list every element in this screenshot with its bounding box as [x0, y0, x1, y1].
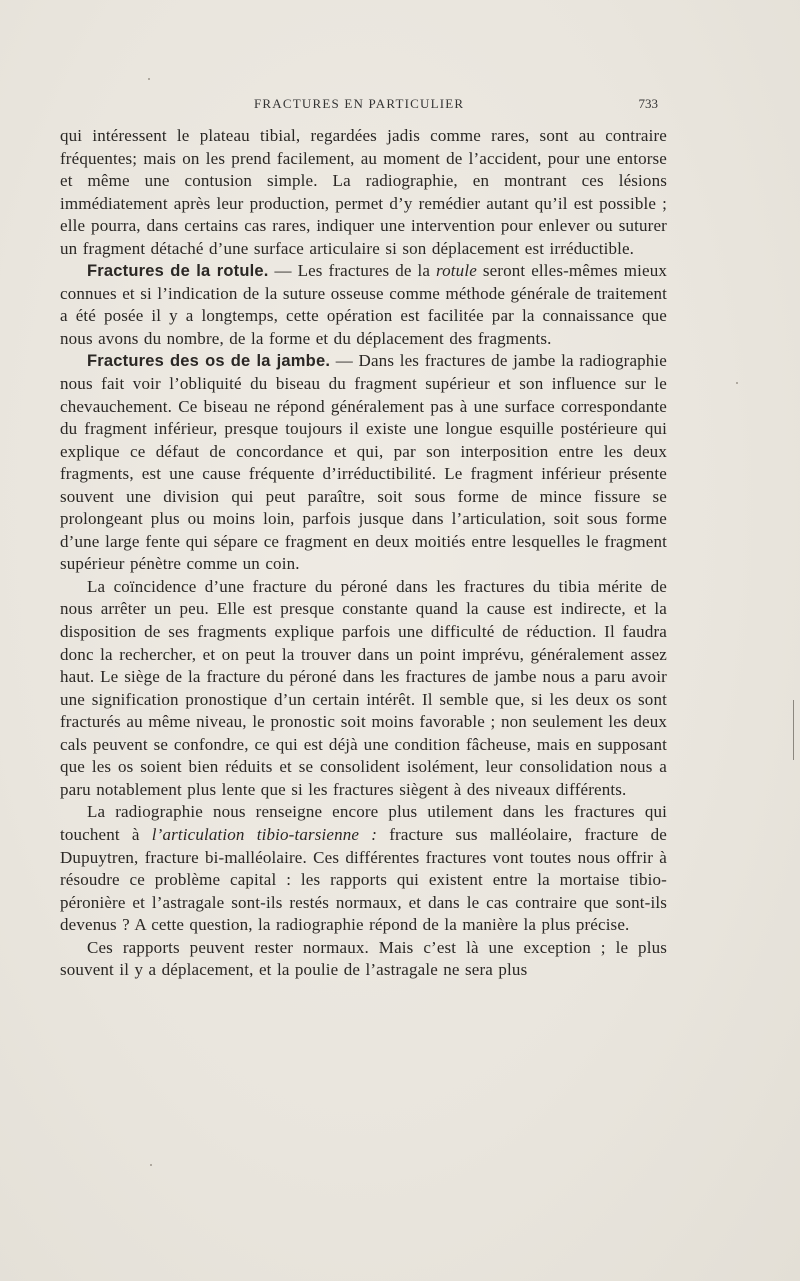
running-title: FRACTURES EN PARTICULIER: [254, 96, 465, 111]
paragraph-ankle-joint: [60, 801, 667, 936]
ankle-text-intro: La radiographie nous renseigne encore plus utilement dans les fractures qui touchent à: [60, 802, 667, 844]
page-header: [60, 96, 660, 116]
paragraph-patella-fractures: [60, 260, 667, 350]
paper-speck: [150, 1164, 152, 1166]
paragraph-leg-fractures: [60, 350, 667, 575]
leg-fractures-text: — Dans les fractures de jambe la radiographie nous fait voir l’obliquité du biseau du fragment supérieur et son influence sur le chevauchement. Ce biseau ne répond généralement pas à une surface correspondante du fragment inférieur, presque toujours il existe une longue esquille postérieure qui explique ce défaut de concordance et qui, par son interposition entre les deux fragments, est une cause fréquente d’irréductibilité. Le fragment inférieur présente souvent une division qui peut paraître, soit sous forme de mince fissure se prolongeant plus ou moins loin, parfois jusque dans l’articulation, soit sous forme d’une large fente qui sépare ce fragment en deux moitiés entre lesquelles le fragment supérieur pénètre comme un coin.: [60, 351, 668, 574]
body-text: [60, 125, 667, 982]
ankle-text-body: fracture sus malléolaire, fracture de Dupuytren, fracture bi-malléolaire. Ces différentes fractures vont toutes nous offrir à résoudre ce problème capital : les rapports qui existent entre la mortaise tibio-péronière et l’astragale sont-ils restés normaux, et dans le cas contraire que sont-ils devenus ? A cette question, la radiographie répond de la manière la plus précise.: [60, 824, 668, 935]
paper-speck: [148, 78, 150, 80]
ankle-italic-term: l’articulation tibio-tarsienne :: [151, 824, 378, 844]
paragraph-tibial-plateau: qui intéressent le plateau tibial, regardées jadis comme rares, sont au contraire fréquentes; mais on les prend facilement, au moment de l’accident, pour une entorse et même une contusion simple. La radiographie, en montrant ces lésions immédiatement après leur production, permet d’y remédier autant qu’il est possible ; elle pourra, dans certains cas rares, indiquer une intervention pour enlever ou suturer un fragment détaché d’une surface articulaire si son déplacement est irréductible.: [60, 126, 667, 258]
page-edge-mark: [793, 700, 794, 760]
section-heading-patella: Fractures de la rotule.: [87, 262, 269, 281]
paragraph-normal-relations: Ces rapports peuvent rester normaux. Mais c’est là une exception ; le plus souvent il y a déplacement, et la poulie de l’astragale ne sera plus: [60, 937, 667, 980]
patella-text-body: seront elles-mêmes mieux connues et si l’indication de la suture osseuse comme méthode générale de traitement a été posée il y a longtemps, cette opération est facilitée par la connaissance que nous avons du nombre, de la forme et du déplacement des fragments.: [60, 261, 667, 348]
paragraph-fibula-coincidence: La coïncidence d’une fracture du péroné dans les fractures du tibia mérite de nous arrêter un peu. Elle est presque constante quand la cause est indirecte, et la disposition de ses fragments explique parfois une difficulté de réduction. Il faudra donc la rechercher, et on peut la trouver dans un point imprévu, généralement assez haut. Le siège de la fracture du péroné dans les fractures de jambe nous a paru avoir une signification pronostique d’un certain intérêt. Il semble que, si les deux os sont fracturés au même niveau, le pronostic soit moins favorable ; non seulement les deux cals peuvent se confondre, ce qui est déjà une condition fâcheuse, mais en supposant que les os soient bien réduits et se consolident isolément, leur consolidation nous a paru notablement plus lente que si les fractures siègent à des niveaux différents.: [60, 576, 667, 799]
section-heading-leg-bones: Fractures des os de la jambe.: [87, 352, 331, 371]
patella-italic-term: rotule: [436, 261, 477, 281]
page-number: 733: [638, 96, 658, 111]
paper-speck: [736, 382, 738, 384]
patella-text-intro: — Les fractures de la: [268, 261, 437, 281]
